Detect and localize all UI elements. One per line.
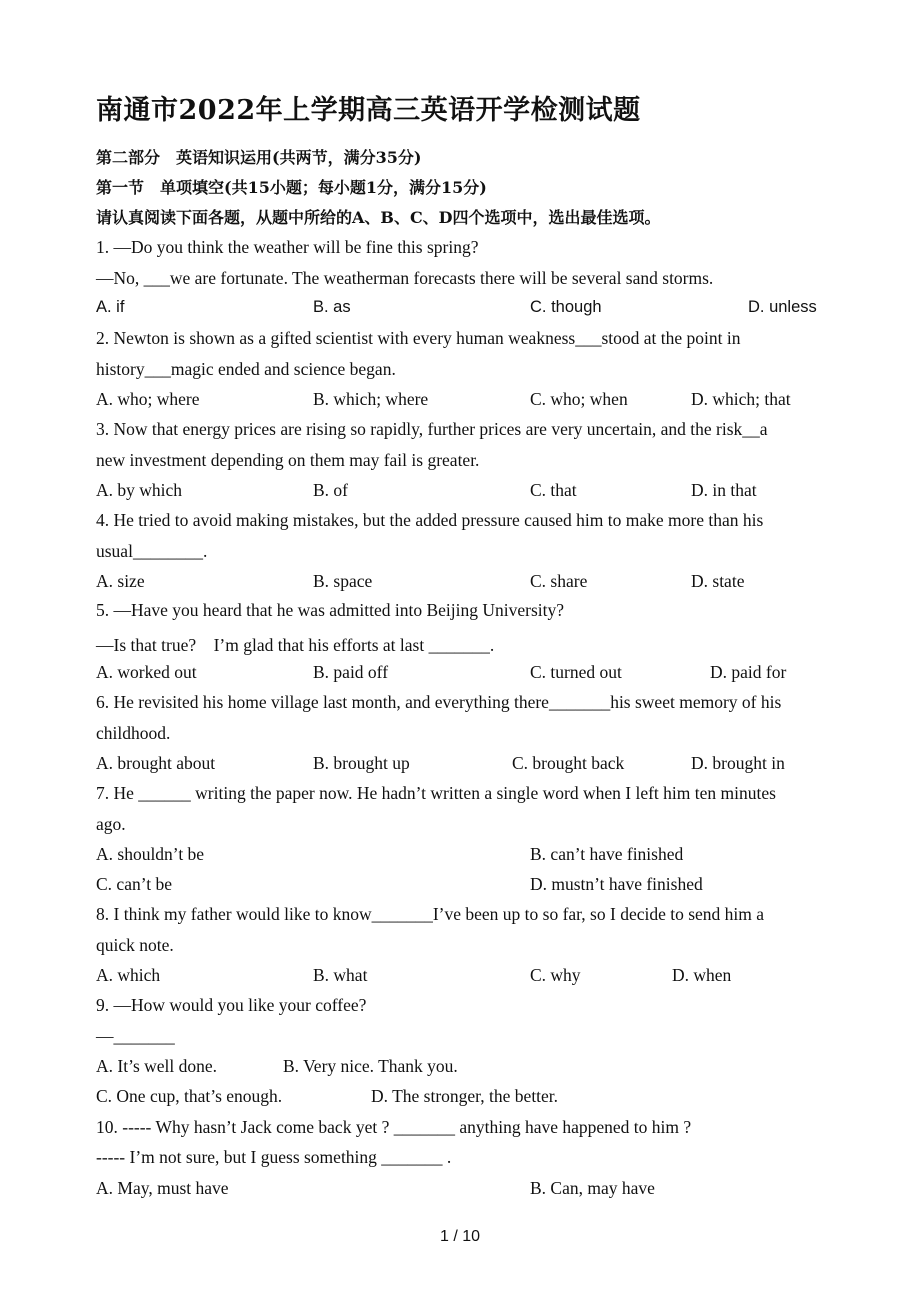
question-7-option-c: C. can’t be (96, 874, 172, 894)
question-8-stem: 8. I think my father would like to know_______I’ve been up to so far, so I decide to send him a (96, 904, 765, 924)
question-10-option-b: B. Can, may have (530, 1178, 655, 1198)
question-5-option-a: A. worked out (96, 662, 197, 682)
question-4-stem: 4. He tried to avoid making mistakes, but the added pressure caused him to make more than his (96, 510, 764, 530)
question-9-option-d: D. The stronger, the better. (371, 1086, 559, 1106)
question-2-option-b: B. which; where (313, 389, 429, 409)
question-6-option-c: C. brought back (512, 753, 625, 773)
question-2-option-a: A. who; where (96, 389, 200, 409)
question-6-stem: 6. He revisited his home village last month, and everything there_______his sweet memory of his (96, 692, 782, 712)
question-1-option-c: C. though (530, 298, 602, 316)
question-5-option-b: B. paid off (313, 662, 389, 682)
question-4-stem: usual________. (96, 541, 208, 561)
question-1-stem: 1. —Do you think the weather will be fine this spring? (96, 237, 479, 257)
question-7-option-a: A. shouldn’t be (96, 844, 205, 864)
instruction-text: 请认真阅读下面各题，从题中所给的A、B、C、D四个选项中，选出最佳选项。 (96, 208, 661, 227)
question-5-stem: —Is that true? I’m glad that his efforts at last _______. (96, 635, 495, 655)
question-9-stem: —_______ (96, 1026, 175, 1046)
question-6-option-d: D. brought in (691, 753, 785, 773)
question-2-stem: history___magic ended and science began. (96, 359, 396, 379)
question-2-stem: 2. Newton is shown as a gifted scientist with every human weakness___stood at the point in (96, 328, 741, 348)
question-9-stem: 9. —How would you like your coffee? (96, 995, 367, 1015)
subsection-heading: 第一节 单项填空(共15小题；每小题1分，满分15分) (96, 178, 487, 197)
question-3-option-b: B. of (313, 480, 348, 500)
question-4-option-d: D. state (691, 571, 745, 591)
question-6-option-b: B. brought up (313, 753, 410, 773)
section-heading: 第二部分 英语知识运用(共两节，满分35分) (96, 148, 422, 167)
question-9-option-c: C. One cup, that’s enough. (96, 1086, 283, 1106)
question-5-stem: 5. —Have you heard that he was admitted into Beijing University? (96, 600, 565, 620)
question-9-option-a: A. It’s well done. (96, 1056, 218, 1076)
question-7-stem: ago. (96, 814, 126, 834)
question-8-option-a: A. which (96, 965, 161, 985)
question-1-option-a: A. if (96, 298, 125, 316)
question-2-option-c: C. who; when (530, 389, 628, 409)
question-9-option-b: B. Very nice. Thank you. (283, 1056, 458, 1076)
question-1-option-d: D. unless (748, 298, 817, 316)
question-3-stem: 3. Now that energy prices are rising so rapidly, further prices are very uncertain, and the risk__a (96, 419, 768, 439)
question-3-option-c: C. that (530, 480, 577, 500)
question-1-option-b: B. as (313, 298, 351, 316)
question-2-option-d: D. which; that (691, 389, 791, 409)
page-number: 1 / 10 (439, 1228, 481, 1245)
question-4-option-b: B. space (313, 571, 373, 591)
question-4-option-c: C. share (530, 571, 588, 591)
question-7-option-b: B. can’t have finished (530, 844, 684, 864)
question-10-stem: ----- I’m not sure, but I guess something _______ . (96, 1147, 452, 1167)
page-title: 南通市2022年上学期高三英语开学检测试题 (96, 95, 641, 126)
question-1-stem: —No, ___we are fortunate. The weatherman forecasts there will be several sand storms. (96, 268, 714, 288)
question-8-stem: quick note. (96, 935, 174, 955)
question-5-option-d: D. paid for (710, 662, 787, 682)
question-5-option-c: C. turned out (530, 662, 622, 682)
question-6-option-a: A. brought about (96, 753, 216, 773)
question-8-option-c: C. why (530, 965, 581, 985)
question-10-option-a: A. May, must have (96, 1178, 229, 1198)
question-7-option-d: D. mustn’t have finished (530, 874, 703, 894)
question-8-option-d: D. when (672, 965, 732, 985)
question-10-stem: 10. ----- Why hasn’t Jack come back yet ? _______ anything have happened to him ? (96, 1117, 692, 1137)
question-3-option-d: D. in that (691, 480, 757, 500)
question-8-option-b: B. what (313, 965, 368, 985)
question-3-stem: new investment depending on them may fail is greater. (96, 450, 480, 470)
question-6-stem: childhood. (96, 723, 171, 743)
question-3-option-a: A. by which (96, 480, 183, 500)
question-7-stem: 7. He ______ writing the paper now. He hadn’t written a single word when I left him ten minutes (96, 783, 776, 803)
question-4-option-a: A. size (96, 571, 145, 591)
